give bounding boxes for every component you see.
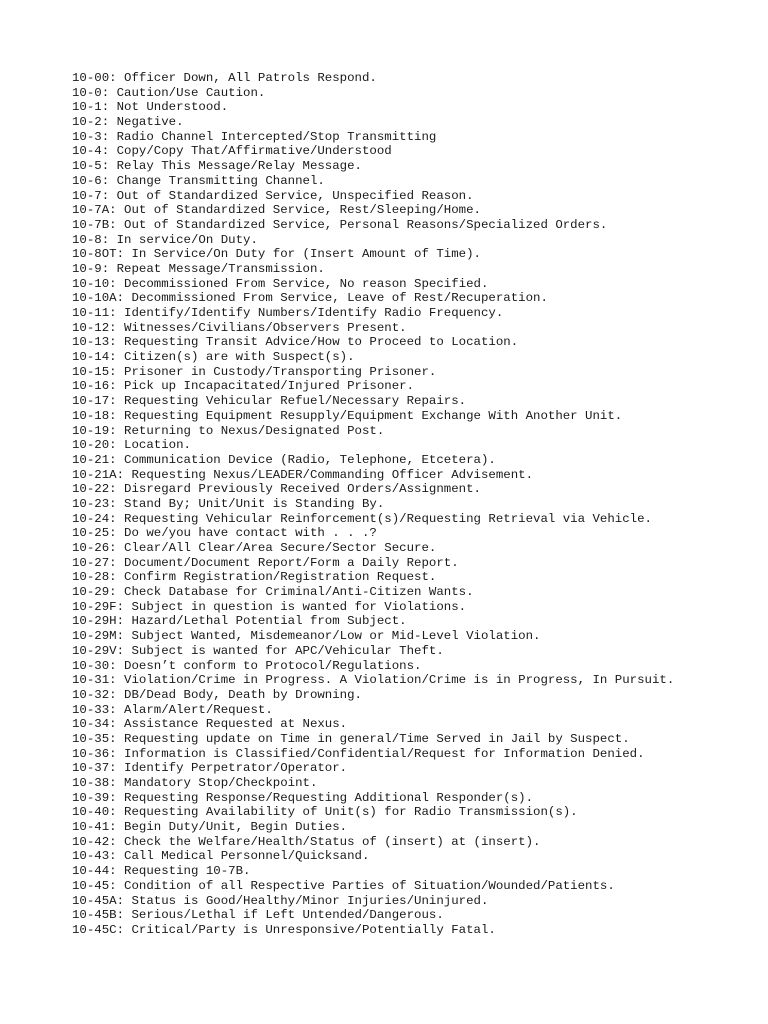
code-line: 10-30: Doesn’t conform to Protocol/Regulations. xyxy=(72,658,422,673)
code-line: 10-16: Pick up Incapacitated/Injured Prisoner. xyxy=(72,379,415,394)
ten-code-list xyxy=(72,71,674,938)
code-line: 10-39: Requesting Response/Requesting Additional Responder(s). xyxy=(72,790,534,805)
code-line: 10-10A: Decommissioned From Service, Leave of Rest/Recuperation. xyxy=(72,291,548,306)
code-line: 10-29F: Subject in question is wanted for Violations. xyxy=(72,599,467,614)
code-line: 10-2: Negative. xyxy=(72,115,184,130)
code-line: 10-34: Assistance Requested at Nexus. xyxy=(72,717,348,732)
code-line: 10-29M: Subject Wanted, Misdemeanor/Low or Mid-Level Violation. xyxy=(72,629,541,644)
code-line: 10-7A: Out of Standardized Service, Rest/Sleeping/Home. xyxy=(72,203,481,218)
code-line: 10-26: Clear/All Clear/Area Secure/Sector Secure. xyxy=(72,541,437,555)
code-line: 10-8OT: In Service/On Duty for (Insert Amount of Time). xyxy=(72,247,481,262)
code-line: 10-21: Communication Device (Radio, Telephone, Etcetera). xyxy=(72,452,496,467)
code-line: 10-35: Requesting update on Time in general/Time Served in Jail by Suspect. xyxy=(72,731,630,746)
code-line: 10-36: Information is Classified/Confidential/Request for Information Denied. xyxy=(72,746,645,761)
code-line: 10-29: Check Database for Criminal/Anti-Citizen Wants. xyxy=(72,585,474,600)
code-line: 10-3: Radio Channel Intercepted/Stop Transmitting xyxy=(72,129,437,144)
code-line: 10-37: Identify Perpetrator/Operator. xyxy=(72,761,348,776)
code-line: 10-45: Condition of all Respective Parties of Situation/Wounded/Patients. xyxy=(72,878,615,893)
code-line: 10-14: Citizen(s) are with Suspect(s). xyxy=(72,350,355,365)
code-line: 10-0: Caution/Use Caution. xyxy=(72,85,266,100)
code-line: 10-31: Violation/Crime in Progress. A Violation/Crime is in Progress, In Pursuit. xyxy=(72,673,675,688)
code-line: 10-6: Change Transmitting Channel. xyxy=(72,173,325,188)
code-line: 10-41: Begin Duty/Unit, Begin Duties. xyxy=(72,820,348,835)
code-line: 10-11: Identify/Identify Numbers/Identify Radio Frequency. xyxy=(72,306,504,320)
code-line: 10-21A: Requesting Nexus/LEADER/Commanding Officer Advisement. xyxy=(72,467,534,482)
code-line: 10-32: DB/Dead Body, Death by Drowning. xyxy=(72,687,362,702)
code-line: 10-8: In service/On Duty. xyxy=(72,232,258,247)
code-line: 10-17: Requesting Vehicular Refuel/Necessary Repairs. xyxy=(72,394,467,409)
code-line: 10-43: Call Medical Personnel/Quicksand. xyxy=(72,849,370,864)
code-line: 10-40: Requesting Availability of Unit(s) for Radio Transmission(s). xyxy=(72,805,578,820)
code-line: 10-29H: Hazard/Lethal Potential from Subject. xyxy=(72,614,407,629)
code-line: 10-27: Document/Document Report/Form a Daily Report. xyxy=(72,555,459,570)
code-line: 10-5: Relay This Message/Relay Message. xyxy=(72,159,362,174)
code-line: 10-44: Requesting 10-7B. xyxy=(72,864,251,879)
code-line: 10-42: Check the Welfare/Health/Status of (insert) at (insert). xyxy=(72,834,541,849)
code-line: 10-38: Mandatory Stop/Checkpoint. xyxy=(72,776,318,790)
code-line: 10-10: Decommissioned From Service, No reason Specified. xyxy=(72,276,489,291)
code-line: 10-23: Stand By; Unit/Unit is Standing By. xyxy=(72,496,385,511)
code-line: 10-9: Repeat Message/Transmission. xyxy=(72,261,325,276)
code-line: 10-12: Witnesses/Civilians/Observers Present. xyxy=(72,320,407,335)
code-line: 10-24: Requesting Vehicular Reinforcement(s)/Requesting Retrieval via Vehicle. xyxy=(72,511,652,526)
code-line: 10-45C: Critical/Party is Unresponsive/Potentially Fatal. xyxy=(72,922,496,937)
code-line: 10-7B: Out of Standardized Service, Personal Reasons/Specialized Orders. xyxy=(72,217,608,232)
code-line: 10-4: Copy/Copy That/Affirmative/Understood xyxy=(72,144,392,159)
code-line: 10-25: Do we/you have contact with . . .? xyxy=(72,526,377,541)
code-line: 10-15: Prisoner in Custody/Transporting Prisoner. xyxy=(72,364,437,379)
code-line: 10-28: Confirm Registration/Registration Request. xyxy=(72,570,437,585)
code-line: 10-19: Returning to Nexus/Designated Post. xyxy=(72,423,385,438)
code-line: 10-45B: Serious/Lethal if Left Untended/Dangerous. xyxy=(72,908,444,923)
code-line: 10-13: Requesting Transit Advice/How to Proceed to Location. xyxy=(72,335,519,350)
code-line: 10-22: Disregard Previously Received Orders/Assignment. xyxy=(72,482,481,497)
code-line: 10-45A: Status is Good/Healthy/Minor Injuries/Uninjured. xyxy=(72,893,489,908)
code-line: 10-33: Alarm/Alert/Request. xyxy=(72,702,273,717)
code-line: 10-1: Not Understood. xyxy=(72,100,229,115)
code-line: 10-18: Requesting Equipment Resupply/Equipment Exchange With Another Unit. xyxy=(72,408,623,423)
code-line: 10-7: Out of Standardized Service, Unspecified Reason. xyxy=(72,188,474,203)
code-line: 10-00: Officer Down, All Patrols Respond. xyxy=(72,71,377,85)
code-line: 10-20: Location. xyxy=(72,438,191,453)
code-line: 10-29V: Subject is wanted for APC/Vehicular Theft. xyxy=(72,643,444,658)
